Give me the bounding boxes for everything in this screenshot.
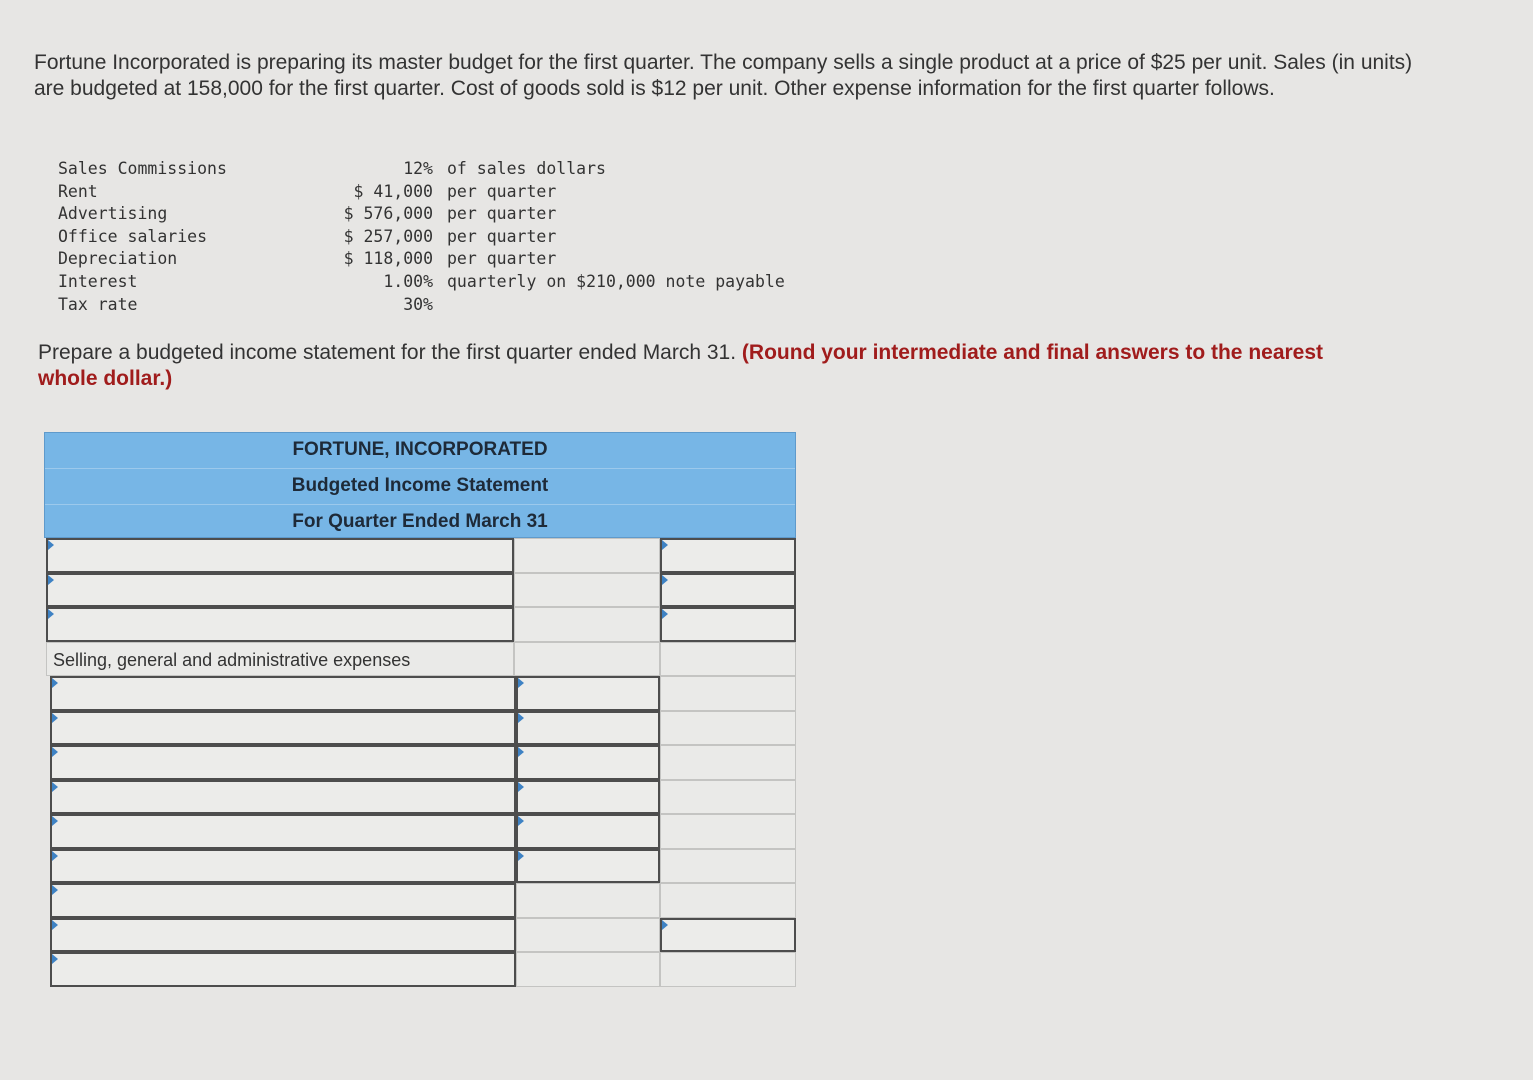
expense-label: Rent <box>58 181 98 201</box>
dropdown-arrow-icon <box>518 782 524 792</box>
expense-info-row <box>58 271 785 294</box>
amount-cell <box>516 918 660 953</box>
expense-description <box>447 294 785 317</box>
total-cell <box>660 883 796 918</box>
expense-amount-input[interactable] <box>516 780 660 815</box>
expense-label: Advertising <box>58 204 168 224</box>
amount-cell <box>516 952 660 987</box>
statement-row <box>46 883 796 918</box>
line-item-dropdown[interactable] <box>46 538 514 573</box>
statement-row <box>46 780 796 815</box>
dropdown-arrow-icon <box>662 540 668 550</box>
amount-cell <box>514 642 660 677</box>
expense-amount: $ 257,000 <box>343 226 433 246</box>
expense-label: Depreciation <box>58 249 178 269</box>
total-cell <box>660 676 796 711</box>
expense-amount: $ 118,000 <box>343 249 433 269</box>
statement-row <box>46 849 796 884</box>
statement-row <box>46 711 796 746</box>
statement-row <box>46 676 796 711</box>
dropdown-arrow-icon <box>518 816 524 826</box>
instructions-text: Prepare a budgeted income statement for the first quarter ended March 31. <box>38 341 737 364</box>
amount-cell <box>514 573 660 608</box>
expense-info-row <box>58 181 785 204</box>
dropdown-arrow-icon <box>662 575 668 585</box>
expense-info-row <box>58 294 785 317</box>
statement-title: Budgeted Income Statement <box>45 469 795 505</box>
dropdown-arrow-icon <box>52 816 58 826</box>
total-input[interactable] <box>660 573 796 608</box>
dropdown-arrow-icon <box>48 609 54 619</box>
expense-amount-input[interactable] <box>516 814 660 849</box>
expense-amount: 12% <box>403 159 433 178</box>
expense-amount: 30% <box>403 294 433 314</box>
total-input[interactable] <box>660 538 796 573</box>
expense-amount-input[interactable] <box>516 711 660 746</box>
dropdown-arrow-icon <box>518 747 524 757</box>
expense-description: quarterly on $210,000 note payable <box>447 271 785 291</box>
total-cell <box>660 814 796 849</box>
expense-description: per quarter <box>447 249 557 269</box>
expense-dropdown[interactable] <box>50 711 516 746</box>
dropdown-arrow-icon <box>662 920 668 930</box>
dropdown-arrow-icon <box>662 609 668 619</box>
dropdown-arrow-icon <box>52 782 58 792</box>
expense-description: per quarter <box>447 204 557 224</box>
total-cell <box>660 745 796 780</box>
expense-label: Tax rate <box>58 294 138 314</box>
expense-description: per quarter <box>447 226 557 246</box>
sga-label: Selling, general and administrative expenses <box>53 649 411 670</box>
expense-info-row <box>58 248 785 271</box>
dropdown-arrow-icon <box>52 954 58 964</box>
line-item-dropdown[interactable] <box>46 573 514 608</box>
expense-dropdown[interactable] <box>50 745 516 780</box>
expense-dropdown[interactable] <box>50 814 516 849</box>
expense-dropdown[interactable] <box>50 780 516 815</box>
sga-label-cell <box>46 642 514 677</box>
expense-amount: $ 41,000 <box>353 181 433 201</box>
expense-label: Interest <box>58 271 138 291</box>
sga-label-row <box>46 642 796 677</box>
problem-intro: Fortune Incorporated is preparing its master budget for the first quarter. The company sells a single product at a price of $25 per unit. Sales (in units) are budgeted at 158,000 for the first quarter. Cost of goods sold is $12 per unit. Other expense information for the first quarter follows. <box>34 51 1413 100</box>
dropdown-arrow-icon <box>52 747 58 757</box>
instructions <box>38 340 1388 392</box>
expense-info-row <box>58 158 785 181</box>
expense-amount-input[interactable] <box>516 849 660 884</box>
dropdown-arrow-icon <box>518 851 524 861</box>
company-name: FORTUNE, INCORPORATED <box>45 433 795 469</box>
rounding-note: (Round your intermediate and final answers to the nearest whole dollar.) <box>38 341 1324 390</box>
dropdown-arrow-icon <box>48 540 54 550</box>
expense-info-table <box>58 158 785 316</box>
expense-amount-input[interactable] <box>516 745 660 780</box>
amount-cell <box>514 607 660 642</box>
statement-header <box>44 432 796 538</box>
line-item-dropdown[interactable] <box>50 952 516 987</box>
expense-dropdown[interactable] <box>50 676 516 711</box>
dropdown-arrow-icon <box>48 575 54 585</box>
total-input[interactable] <box>660 918 796 953</box>
total-cell <box>660 849 796 884</box>
expense-amount-input[interactable] <box>516 676 660 711</box>
amount-cell <box>516 883 660 918</box>
expense-info-row <box>58 226 785 249</box>
statement-row <box>46 918 796 953</box>
expense-info-row <box>58 203 785 226</box>
statement-row <box>46 607 796 642</box>
expense-dropdown[interactable] <box>50 883 516 918</box>
statement-row <box>46 538 796 573</box>
dropdown-arrow-icon <box>52 851 58 861</box>
statement-row <box>46 573 796 608</box>
dropdown-arrow-icon <box>52 885 58 895</box>
expense-amount: $ 576,000 <box>343 204 433 224</box>
total-cell <box>660 711 796 746</box>
statement-row <box>46 814 796 849</box>
expense-dropdown[interactable] <box>50 849 516 884</box>
dropdown-arrow-icon <box>52 920 58 930</box>
amount-cell <box>514 538 660 573</box>
dropdown-arrow-icon <box>52 678 58 688</box>
line-item-dropdown[interactable] <box>46 607 514 642</box>
dropdown-arrow-icon <box>52 713 58 723</box>
total-cell <box>660 642 796 677</box>
expense-description: of sales dollars <box>447 159 606 178</box>
expense-amount: 1.00% <box>383 271 433 291</box>
statement-row <box>46 745 796 780</box>
income-statement-grid <box>46 538 796 987</box>
dropdown-arrow-icon <box>518 713 524 723</box>
total-input[interactable] <box>660 607 796 642</box>
statement-period: For Quarter Ended March 31 <box>292 511 548 532</box>
total-cell <box>660 952 796 987</box>
statement-row <box>46 952 796 987</box>
expense-label: Office salaries <box>58 226 208 246</box>
expense-description: per quarter <box>447 181 557 201</box>
dropdown-arrow-icon <box>518 678 524 688</box>
expense-label: Sales Commissions <box>58 159 227 178</box>
total-cell <box>660 780 796 815</box>
line-item-dropdown[interactable] <box>50 918 516 953</box>
